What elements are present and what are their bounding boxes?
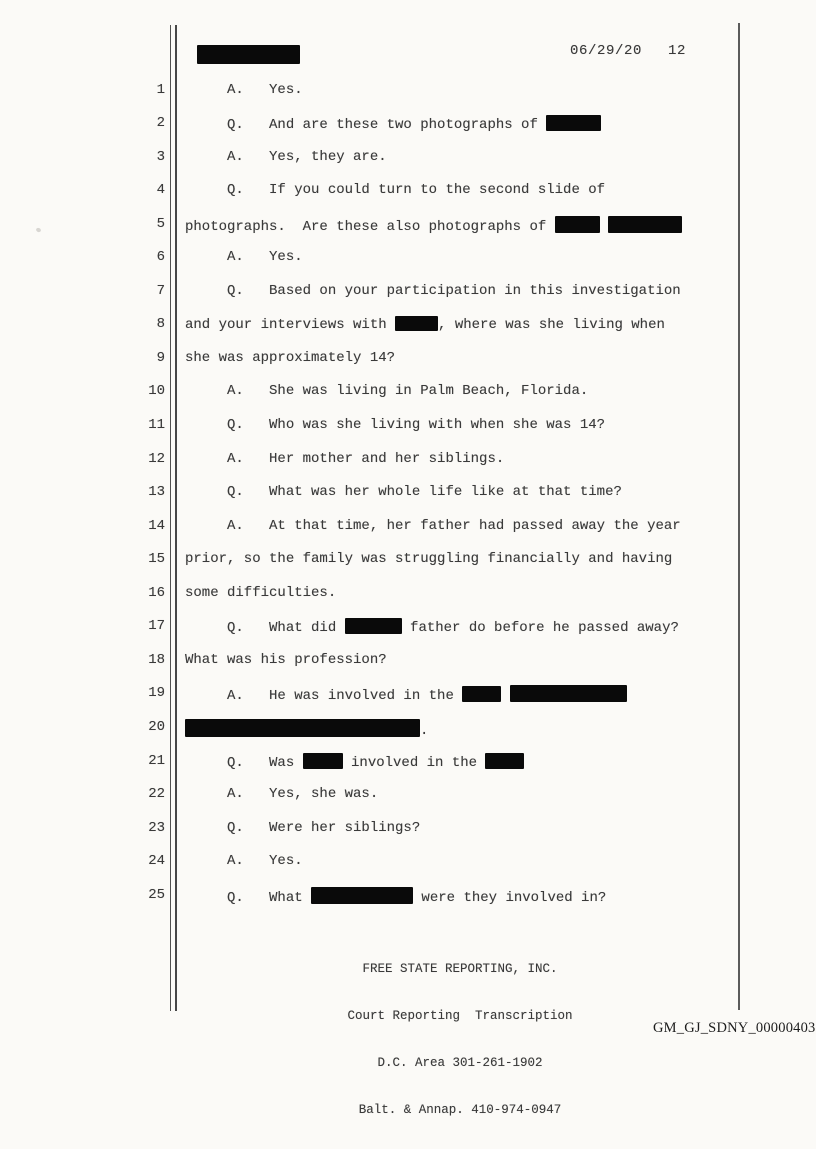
footer-service: Court Reporting Transcription: [347, 1008, 573, 1023]
redaction-box: [485, 753, 524, 769]
line-text: A. Yes, she was.: [185, 786, 379, 803]
line-text: Q. What was her whole life like at that time?: [185, 484, 622, 501]
redaction-box: [311, 887, 413, 904]
line-text: some difficulties.: [185, 584, 337, 601]
redaction-box: [395, 316, 438, 331]
header-name-redaction-box: [197, 45, 300, 64]
line-text: A. At that time, her father had passed away the year: [185, 517, 681, 534]
transcript-line: [0, 753, 760, 775]
line-number: 10: [148, 383, 165, 400]
line-number: 3: [156, 148, 165, 165]
line-text: A. She was living in Palm Beach, Florida.: [185, 383, 589, 400]
reporter-footer: [300, 931, 620, 1149]
transcript-line: [0, 887, 760, 909]
redaction-box: [608, 216, 682, 233]
line-text: A. Yes.: [185, 853, 303, 870]
redaction-box: [462, 686, 501, 702]
transcript-line: [0, 182, 760, 204]
transcript-line: [0, 82, 760, 104]
redaction-box: [185, 719, 420, 737]
transcript-line: [0, 551, 760, 573]
line-number: 17: [148, 618, 165, 635]
line-text: A. He was involved in the: [185, 685, 627, 704]
redaction-box: [546, 115, 601, 131]
line-text: prior, so the family was struggling financially and having: [185, 551, 673, 568]
footer-company: FREE STATE REPORTING, INC.: [362, 962, 558, 977]
line-text: A. Yes, they are.: [185, 148, 387, 165]
line-number: 5: [156, 215, 165, 232]
line-text: .: [185, 719, 428, 739]
line-number: 18: [148, 651, 165, 668]
redaction-box: [303, 753, 343, 769]
transcript-line: [0, 618, 760, 640]
line-number: 4: [156, 182, 165, 199]
redaction-box: [555, 216, 600, 233]
line-number: 11: [148, 417, 165, 433]
transcript-line: [0, 383, 760, 405]
transcript-line: [0, 115, 760, 137]
line-number: 6: [156, 249, 165, 266]
transcript-line: [0, 451, 760, 473]
transcript-line: [0, 518, 760, 540]
line-text: A. Yes.: [185, 81, 303, 98]
line-number: 13: [148, 484, 165, 501]
redaction-box: [510, 685, 627, 702]
line-text: Q. If you could turn to the second slide of: [185, 182, 606, 199]
transcript-line: [0, 585, 760, 607]
line-text: and your interviews with , where was she living when: [185, 317, 665, 334]
line-text: Q. Was involved in the: [185, 753, 524, 771]
transcript-line: [0, 853, 760, 875]
line-number: 20: [148, 718, 165, 735]
line-number: 21: [148, 752, 165, 769]
transcript-line: [0, 283, 760, 305]
transcript-line: [0, 316, 760, 338]
line-text: Q. Were her siblings?: [185, 819, 421, 836]
line-number: 12: [148, 450, 165, 467]
line-number: 19: [148, 685, 165, 702]
bates-number: GM_GJ_SDNY_00000403: [653, 1020, 816, 1036]
line-number: 14: [148, 517, 165, 534]
transcript-line: [0, 216, 760, 238]
line-number: 22: [148, 786, 165, 803]
line-number: 23: [148, 819, 165, 836]
line-text: Q. And are these two photographs of: [185, 115, 601, 133]
transcript-line: [0, 350, 760, 372]
line-text: Q. What were they involved in?: [185, 887, 606, 906]
line-number: 9: [156, 349, 165, 366]
line-number: 2: [156, 115, 165, 132]
line-text: Q. Based on your participation in this investigation: [185, 282, 681, 299]
line-number: 15: [148, 551, 165, 568]
line-number: 16: [148, 584, 165, 601]
line-number: 24: [148, 853, 165, 870]
transcript-line: [0, 685, 760, 707]
line-text: A. Yes.: [185, 249, 303, 266]
transcript-line: [0, 719, 760, 741]
footer-phone-balt: Balt. & Annap. 410-974-0947: [358, 1102, 562, 1117]
transcript-line: [0, 820, 760, 842]
transcript-line: [0, 249, 760, 271]
transcript-line: [0, 484, 760, 506]
line-text: photographs. Are these also photographs of: [185, 216, 682, 235]
header-page-number: 12: [668, 43, 687, 59]
transcript-line: [0, 652, 760, 674]
line-number: 1: [156, 81, 165, 98]
line-number: 7: [156, 282, 165, 299]
transcript-line: [0, 149, 760, 171]
transcript-line: [0, 417, 760, 439]
line-text: she was approximately 14?: [185, 349, 396, 366]
footer-phone-dc: D.C. Area 301-261-1902: [377, 1055, 543, 1070]
line-text: A. Her mother and her siblings.: [185, 450, 505, 467]
transcript-line: [0, 786, 760, 808]
line-number: 25: [148, 886, 165, 903]
header-date: 06/29/20: [570, 43, 643, 59]
line-text: Q. What did father do before he passed away?: [185, 620, 679, 637]
line-text: Q. Who was she living with when she was 14?: [185, 417, 606, 433]
redaction-box: [345, 618, 402, 634]
line-number: 8: [156, 316, 165, 333]
line-text: What was his profession?: [185, 651, 387, 668]
